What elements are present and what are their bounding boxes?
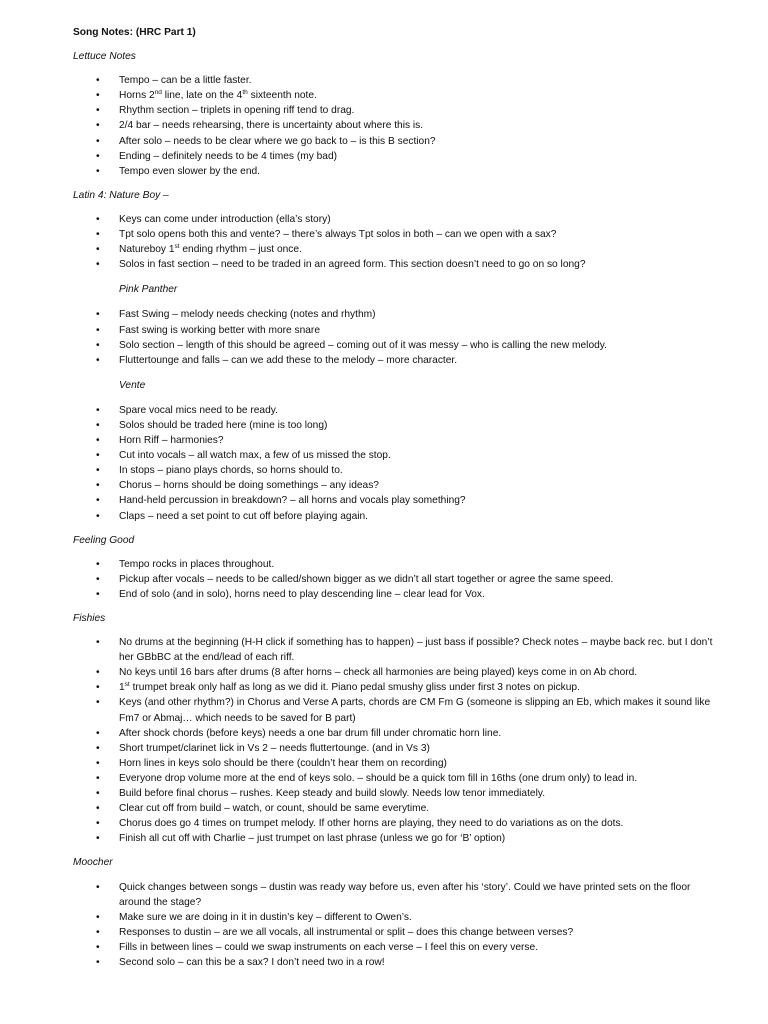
item-text: No keys until 16 bars after drums (8 after horns – check all harmonies are being played) keys come in on Ab chord. [119, 667, 638, 679]
ordinal-suffix: st [174, 243, 180, 251]
item-text: Pickup after vocals – needs to be called/shown bigger as we didn’t all start together or agree the same speed. [119, 573, 614, 585]
item-text: Quick changes between songs – dustin was ready way before us, even after his ‘story’. Could we have printed sets on the floor around the stage? [119, 881, 691, 908]
item-text: Make sure we are doing in it in dustin’s key – different to Owen’s. [119, 911, 412, 923]
list-item [73, 242, 713, 257]
item-text: Solo section – length of this should be agreed – coming out of it was messy – who is calling the new melody. [119, 339, 607, 351]
list-item [73, 801, 713, 816]
item-text: Chorus – horns should be doing somethings – any ideas? [119, 480, 379, 492]
item-text: Claps – need a set point to cut off before playing again. [119, 510, 369, 522]
item-text: After solo – needs to be clear where we go back to – is this B section? [119, 135, 436, 147]
item-text: Cut into vocals – all watch max, a few of us missed the stop. [119, 450, 391, 462]
item-text: Rhythm section – triplets in opening riff tend to drag. [119, 105, 355, 117]
list-item [73, 212, 713, 227]
page-title: Song Notes: (HRC Part 1) [73, 27, 196, 38]
list-item [73, 786, 713, 801]
list-item [73, 955, 713, 970]
ordinal-suffix: st [124, 681, 130, 689]
list-item [73, 338, 713, 353]
item-text: Horns 2 [119, 90, 155, 102]
list-item [73, 910, 713, 925]
list-item [73, 756, 713, 771]
list-item [73, 509, 713, 524]
item-text: Solos should be traded here (mine is too long) [119, 419, 328, 431]
item-text: Horn Riff – harmonies? [119, 435, 224, 447]
list-item [73, 134, 713, 149]
item-text: Tpt solo opens both this and vente? – there’s always Tpt solos in both – can we open with a sax? [119, 229, 557, 241]
list-item [73, 323, 713, 338]
section-heading: Feeling Good [73, 534, 135, 546]
section-heading: Vente [119, 379, 146, 391]
item-text: 1 [119, 682, 125, 694]
item-text: Spare vocal mics need to be ready. [119, 404, 278, 416]
item-text: 2/4 bar – needs rehearsing, there is uncertainty about where this is. [119, 120, 424, 132]
item-text: Second solo – can this be a sax? I don’t need two in a row! [119, 956, 385, 968]
list-item [73, 940, 713, 955]
item-text: Fast Swing – melody needs checking (notes and rhythm) [119, 309, 376, 321]
item-text: Ending – definitely needs to be 4 times (my bad) [119, 150, 338, 162]
list-item [73, 880, 713, 910]
list-item [73, 493, 713, 508]
item-text: Fluttertounge and falls – can we add these to the melody – more character. [119, 354, 458, 366]
list-item [73, 572, 713, 587]
item-text: Hand-held percussion in breakdown? – all horns and vocals play something? [119, 495, 466, 507]
list-item [73, 463, 713, 478]
item-text: Tempo even slower by the end. [119, 165, 261, 177]
item-text: Short trumpet/clarinet lick in Vs 2 – needs fluttertounge. (and in Vs 3) [119, 742, 430, 754]
item-text: Tempo rocks in places throughout. [119, 558, 275, 570]
list-item [73, 665, 713, 680]
item-text: In stops – piano plays chords, so horns should to. [119, 465, 343, 477]
item-text: trumpet break only half as long as we did it. Piano pedal smushy gliss under first 3 notes on pickup. [129, 682, 580, 694]
item-text: ending rhythm – just once. [179, 244, 302, 256]
bullet-list [73, 307, 713, 367]
list-item [73, 587, 713, 602]
list-item [73, 88, 713, 103]
section-heading: Latin 4: Nature Boy – [73, 189, 169, 201]
list-item [73, 307, 713, 322]
item-text: End of solo (and in solo), horns need to play descending line – clear lead for Vox. [119, 588, 485, 600]
item-text: Finish all cut off with Charlie – just trumpet on last phrase (unless we go for ‘B’ option) [119, 833, 506, 845]
item-text: No drums at the beginning (H-H click if something has to happen) – just bass if possible? Check notes – maybe back rec. but I don’t her GBbBC at the end/lead of each riff. [119, 637, 713, 664]
bullet-list [73, 212, 713, 272]
list-item [73, 771, 713, 786]
item-text: Build before final chorus – rushes. Keep steady and build slowly. Needs low tenor immediately. [119, 788, 546, 800]
bullet-list [73, 403, 713, 524]
list-item [73, 403, 713, 418]
list-item [73, 816, 713, 831]
item-text: After shock chords (before keys) needs a one bar drum fill under chromatic horn line. [119, 727, 502, 739]
list-item [73, 726, 713, 741]
item-text: line, late on the 4 [161, 90, 243, 102]
list-item [73, 557, 713, 572]
item-text: Responses to dustin – are we all vocals, all instrumental or split – does this change between verses? [119, 926, 574, 938]
bullet-list [73, 880, 713, 971]
item-text: Horn lines in keys solo should be there (couldn’t hear them on recording) [119, 757, 447, 769]
sections-container [73, 49, 713, 970]
item-text: Clear cut off from build – watch, or count, should be same everytime. [119, 803, 430, 815]
item-text: Fast swing is working better with more snare [119, 324, 320, 336]
item-text: Tempo – can be a little faster. [119, 75, 252, 87]
list-item [73, 680, 713, 695]
list-item [73, 118, 713, 133]
section-heading: Pink Panther [119, 284, 178, 296]
item-text: Everyone drop volume more at the end of keys solo. – should be a quick tom fill in 16ths (one drum only) to lead in. [119, 772, 638, 784]
list-item [73, 149, 713, 164]
bullet-list [73, 73, 713, 179]
list-item [73, 164, 713, 179]
item-text: Chorus does go 4 times on trumpet melody. If other horns are playing, they need to do variations as on the dots. [119, 818, 624, 830]
document [73, 25, 713, 976]
list-item [73, 831, 713, 846]
item-text: Keys can come under introduction (ella’s story) [119, 213, 331, 225]
list-item [73, 695, 713, 725]
ordinal-suffix: th [242, 89, 248, 97]
bullet-list [73, 557, 713, 602]
list-item [73, 418, 713, 433]
ordinal-suffix: nd [154, 89, 162, 97]
item-text: Solos in fast section – need to be traded in an agreed form. This section doesn’t need to go on so long? [119, 259, 586, 271]
list-item [73, 227, 713, 242]
list-item [73, 103, 713, 118]
list-item [73, 353, 713, 368]
list-item [73, 925, 713, 940]
list-item [73, 433, 713, 448]
list-item [73, 73, 713, 88]
list-item [73, 635, 713, 665]
section-heading: Fishies [73, 613, 106, 624]
section-heading: Moocher [73, 857, 113, 869]
list-item [73, 478, 713, 493]
item-text: Natureboy 1 [119, 244, 175, 256]
bullet-list [73, 635, 713, 846]
list-item [73, 257, 713, 272]
list-item [73, 741, 713, 756]
section-heading: Lettuce Notes [73, 51, 136, 63]
item-text: Fills in between lines – could we swap instruments on each verse – I feel this on every verse. [119, 941, 539, 953]
item-text: Keys (and other rhythm?) in Chorus and Verse A parts, chords are CM Fm G (someone is slipping an Eb, which makes it sound like Fm7 or Abmaj… which needs to be saved for B part) [119, 697, 711, 724]
list-item [73, 448, 713, 463]
item-text: sixteenth note. [247, 90, 317, 102]
